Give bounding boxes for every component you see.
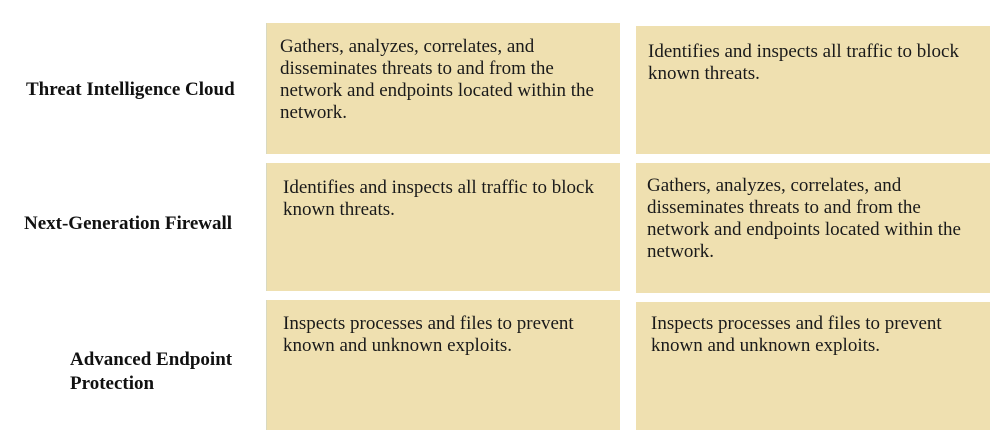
answer-text: Gathers, analyzes, correlates, and disseminates threats to and from the network and endpoints located within the network. <box>280 36 594 123</box>
answer-text: Identifies and inspects all traffic to block known threats. <box>648 41 959 84</box>
answer-text: Inspects processes and files to prevent known and unknown exploits. <box>283 313 574 356</box>
answer-box-row2-right[interactable] <box>636 163 990 293</box>
answer-box-row2-left[interactable] <box>266 163 620 291</box>
row-label-next-generation-firewall: Next-Generation Firewall <box>24 213 233 234</box>
answer-box-row1-right[interactable] <box>636 26 990 154</box>
answer-text: Inspects processes and files to prevent known and unknown exploits. <box>651 313 942 356</box>
answer-box-row3-left[interactable] <box>266 300 620 430</box>
row-label-threat-intelligence-cloud: Threat Intelligence Cloud <box>26 79 235 100</box>
answer-box-row1-left[interactable] <box>266 23 620 154</box>
answer-text: Identifies and inspects all traffic to block known threats. <box>283 177 594 220</box>
answer-box-row3-right[interactable] <box>636 302 990 430</box>
row-label-advanced-endpoint-protection: Advanced Endpoint Protection <box>70 349 233 394</box>
answer-text: Gathers, analyzes, correlates, and disseminates threats to and from the network and endpoints located within the network. <box>647 175 961 262</box>
